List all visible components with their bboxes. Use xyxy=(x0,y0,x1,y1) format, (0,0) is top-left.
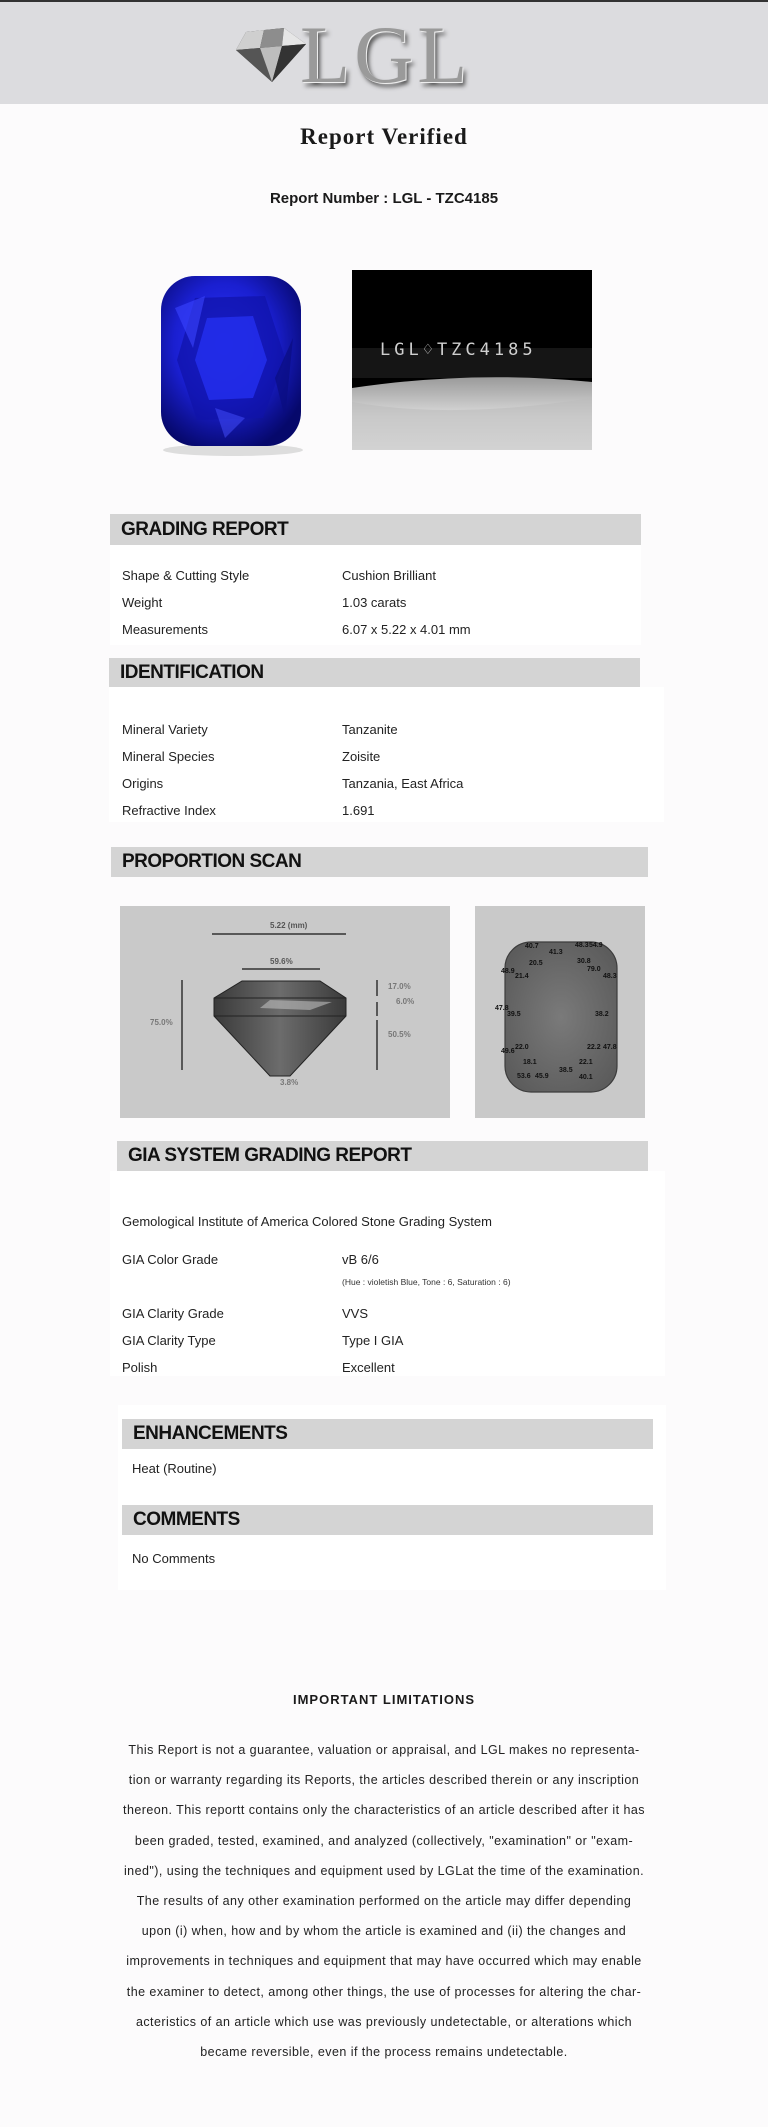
limitations-text xyxy=(116,1735,652,2067)
gia-system-text: Gemological Institute of America Colored Stone Grading System xyxy=(122,1214,492,1229)
girdle-label: 6.0% xyxy=(396,997,415,1006)
top-view-scan xyxy=(475,906,645,1118)
weight-label: Weight xyxy=(122,595,163,610)
facet-label: 45.9 xyxy=(535,1073,549,1080)
limitations-line: upon (i) when, how and by whom the article is examined and (ii) the changes and xyxy=(141,1924,627,1939)
facet-label: 22.0 xyxy=(515,1044,529,1051)
limitations-line: thereon. This reportt contains only the characteristics of an article described after it has xyxy=(123,1803,645,1818)
limitations-line: been graded, tested, examined, and analyzed (collectively, "examination" or "exam- xyxy=(134,1833,634,1848)
limitations-line: the examiner to detect, among other things, the use of processes for altering the char- xyxy=(126,1984,642,1999)
gia-color-label: GIA Color Grade xyxy=(122,1252,219,1267)
depth-label: 75.0% xyxy=(150,1018,173,1027)
facet-label: 22.2 xyxy=(587,1044,601,1051)
facet-label: 54.9 xyxy=(589,942,603,949)
facet-label: 47.8 xyxy=(495,1005,509,1012)
limitations-line: ined"), using the techniques and equipment used by LGLat the time of the examination. xyxy=(123,1863,645,1878)
grading-report-heading: GRADING REPORT xyxy=(110,514,641,545)
gia-clarity-grade-value: VVS xyxy=(342,1306,369,1321)
mineral-species-value: Zoisite xyxy=(342,749,381,764)
limitations-heading: IMPORTANT LIMITATIONS xyxy=(292,1692,476,1707)
identification-section xyxy=(109,687,664,822)
facet-label: 18.1 xyxy=(523,1059,537,1066)
limitations-line: improvements in techniques and equipment that may have occurred which may enable xyxy=(126,1954,642,1969)
gia-clarity-grade-label: GIA Clarity Grade xyxy=(122,1306,224,1321)
comments-text: No Comments xyxy=(132,1551,216,1566)
width-label: 5.22 (mm) xyxy=(270,921,308,930)
facet-label: 38.5 xyxy=(559,1067,573,1074)
mineral-variety-label: Mineral Variety xyxy=(122,722,208,737)
facet-label: 41.3 xyxy=(549,949,563,956)
report-number: Report Number : LGL - TZC4185 xyxy=(269,190,499,207)
measurements-value: 6.07 x 5.22 x 4.01 mm xyxy=(342,622,471,637)
gem-photo xyxy=(135,268,325,458)
shape-label: Shape & Cutting Style xyxy=(122,568,250,583)
mineral-species-label: Mineral Species xyxy=(122,749,215,764)
facet-label: 20.5 xyxy=(529,960,543,967)
facet-label: 40.7 xyxy=(525,943,539,950)
facet-label: 48.3 xyxy=(603,973,617,980)
refractive-index-value: 1.691 xyxy=(342,803,375,818)
crown-label: 17.0% xyxy=(388,982,411,991)
lgl-logo xyxy=(232,9,492,100)
origins-label: Origins xyxy=(122,776,164,791)
origins-value: Tanzania, East Africa xyxy=(342,776,464,791)
page-title: Report Verified xyxy=(300,124,468,149)
facet-label: 30.8 xyxy=(577,958,591,965)
culet-label: 3.8% xyxy=(280,1078,299,1087)
limitations-line: tion or warranty regarding its Reports, the articles described therein or any inscription xyxy=(128,1773,640,1788)
facet-label: 49.6 xyxy=(501,1048,515,1055)
grading-report-section xyxy=(110,545,641,645)
gia-color-note: (Hue : violetish Blue, Tone : 6, Saturation : 6) xyxy=(342,1277,511,1287)
limitations-line: This Report is not a guarantee, valuation or appraisal, and LGL makes no representa- xyxy=(128,1743,640,1757)
polish-value: Excellent xyxy=(342,1360,395,1375)
gia-section xyxy=(110,1171,665,1376)
shape-value: Cushion Brilliant xyxy=(342,568,436,583)
gia-color-value: vB 6/6 xyxy=(342,1252,379,1267)
gia-clarity-type-label: GIA Clarity Type xyxy=(122,1333,216,1348)
header-banner xyxy=(0,2,768,104)
facet-label: 48.9 xyxy=(501,968,515,975)
limitations-line: became reversible, even if the process remains undetectable. xyxy=(200,2045,568,2060)
polish-label: Polish xyxy=(122,1360,158,1375)
facet-label: 39.5 xyxy=(507,1011,521,1018)
identification-heading: IDENTIFICATION xyxy=(109,658,640,687)
facet-label: 48.3 xyxy=(575,942,589,949)
inscription-photo xyxy=(352,270,592,450)
diamond-icon xyxy=(234,24,308,86)
mineral-variety-value: Tanzanite xyxy=(342,722,398,737)
side-profile-scan xyxy=(120,906,450,1118)
enhancements-heading: ENHANCEMENTS xyxy=(122,1419,653,1449)
facet-label: 38.2 xyxy=(595,1011,609,1018)
facet-label: 22.1 xyxy=(579,1059,593,1066)
gia-clarity-type-value: Type I GIA xyxy=(342,1333,404,1348)
weight-value: 1.03 carats xyxy=(342,595,407,610)
pavilion-label: 50.5% xyxy=(388,1030,411,1039)
limitations-line: The results of any other examination performed on the article may differ depending xyxy=(136,1894,632,1909)
facet-label: 40.1 xyxy=(579,1074,593,1081)
facet-label: 47.8 xyxy=(603,1044,617,1051)
inscription-text: LGL♢TZC4185 xyxy=(380,340,537,360)
refractive-index-label: Refractive Index xyxy=(122,803,216,818)
facet-label: 53.6 xyxy=(517,1073,531,1080)
measurements-label: Measurements xyxy=(122,622,208,637)
comments-heading: COMMENTS xyxy=(122,1505,653,1535)
facet-label: 79.0 xyxy=(587,966,601,973)
table-label: 59.6% xyxy=(270,957,293,966)
logo-text: LGL xyxy=(300,9,472,100)
facet-label: 21.4 xyxy=(515,973,529,980)
gia-heading: GIA SYSTEM GRADING REPORT xyxy=(117,1141,648,1171)
proportion-scan-heading: PROPORTION SCAN xyxy=(111,847,648,877)
limitations-line: acteristics of an article which use was previously undetectable, or alterations which xyxy=(135,2014,633,2029)
enhancements-text: Heat (Routine) xyxy=(132,1461,217,1476)
